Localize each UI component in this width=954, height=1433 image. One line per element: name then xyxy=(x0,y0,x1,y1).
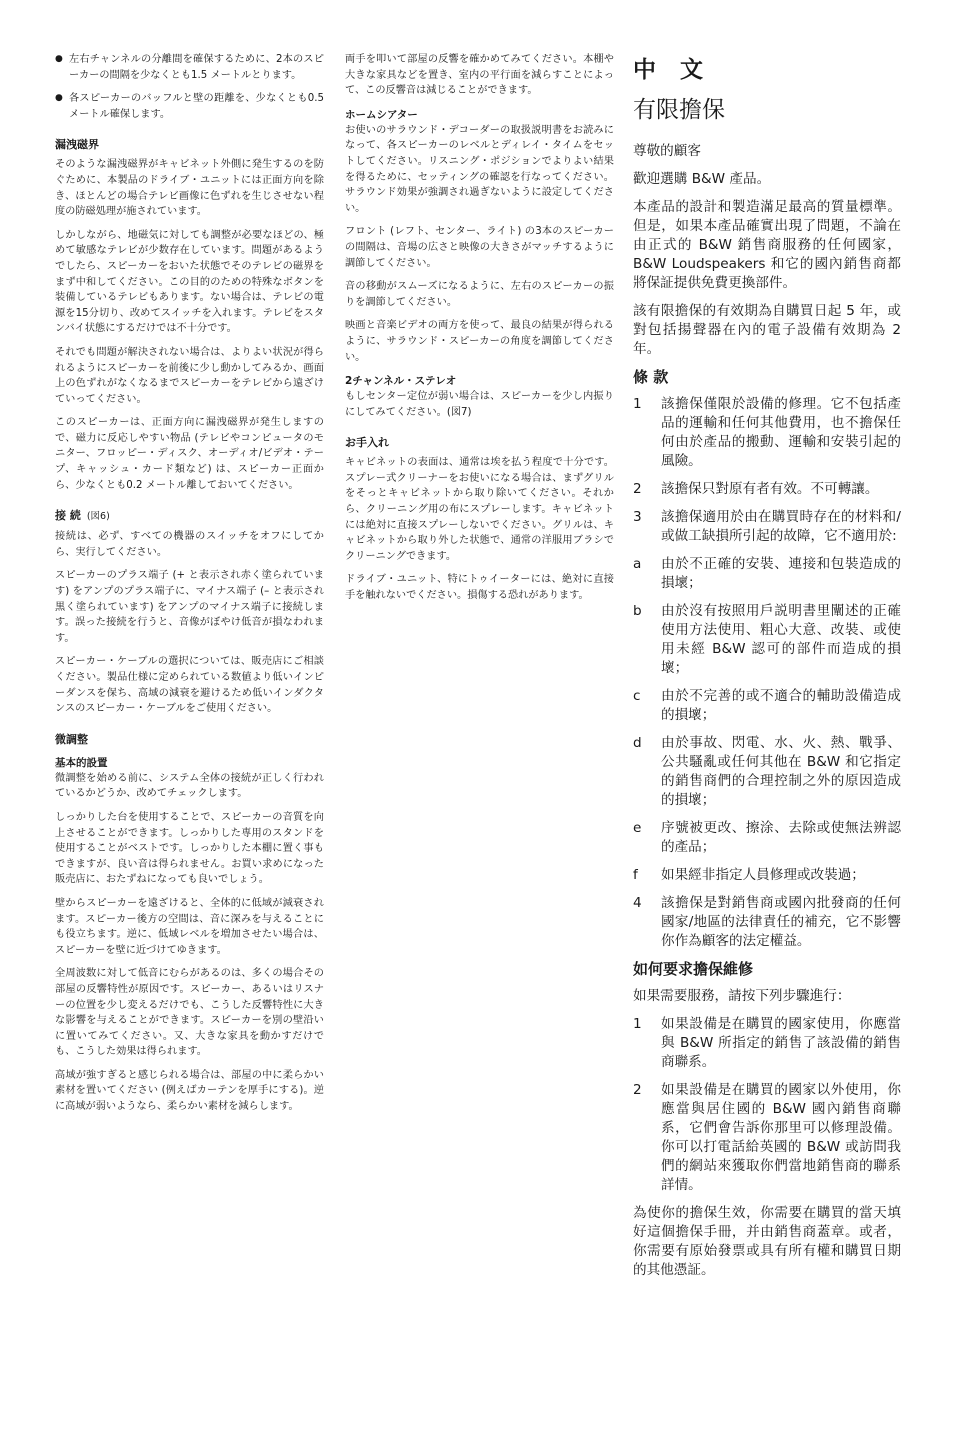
paragraph: 本產品的設計和製造滿足最高的質量標準。但是，如果本產品確實出現了問題，不論在由正式的 B&W 銷售商服務的任何國家，B&W Loudspeakers 和它的國內銷售商都將保証提供免費更換部件。 xyxy=(633,199,901,291)
japanese-column-2 xyxy=(345,52,614,612)
greeting: 尊敬的顧客 xyxy=(633,143,701,159)
service-step xyxy=(633,1081,901,1195)
warranty-title: 有限擔保 xyxy=(633,97,725,123)
section-heading-connection xyxy=(55,508,324,524)
paragraph: 微調整を始める前に、システム全体の接続が正しく行われているかどうか、改めてチェックします。 xyxy=(55,772,324,800)
item-text: 如果經非指定人員修理或改裝過； xyxy=(661,867,865,883)
item-number: 4 xyxy=(633,895,642,911)
connection-heading-text: 接 続 xyxy=(55,509,81,523)
item-number: c xyxy=(633,688,641,704)
paragraph: しかしながら、地磁気に対しても調整が必要なほどの、極めて敏感なテレビが少数存在しています。問題があるようでしたら、スピーカーをおいた状態でそのテレビの磁界をまず中和してください。この目的のための特殊なボタンを装備しているテレビもあります。ない場合は、テレビの電源を15分切り、改めてスイッチを入れます。テレビをスタンバイ状態にするだけでは不十分です。 xyxy=(55,229,324,335)
item-text: 該擔保是對銷售商或國內批發商的任何國家/地區的法律責任的補充，它不影響你作為顧客的法定權益。 xyxy=(661,895,901,949)
terms-item xyxy=(633,687,901,725)
paragraph: 音の移動がスムーズになるように、左右のスピーカーの振りを調節してください。 xyxy=(345,281,614,308)
chinese-column xyxy=(633,52,901,1289)
item-text: 該擔保僅限於設備的修理。它不包括產品的運輸和任何其他費用，也不擔保任何由於產品的搬動、運輸和安裝引起的風險。 xyxy=(661,396,901,469)
item-number: e xyxy=(633,820,642,836)
item-text: 由於不完善的或不適合的輔助設備造成的損壞； xyxy=(661,688,901,723)
japanese-column-1 xyxy=(55,52,324,1123)
item-text: 由於沒有按照用戶説明書里闡述的正確使用方法使用、粗心大意、改裝、或使用未經 B&W 認可的部件而造成的損壞； xyxy=(661,603,901,676)
service-intro: 如果需要服務，請按下列步驟進行： xyxy=(633,988,851,1004)
item-number: a xyxy=(633,556,642,572)
terms-item xyxy=(633,866,901,885)
terms-item xyxy=(633,480,901,499)
paragraph: このスピーカーは、正面方向に漏洩磁界が発生しますので、磁力に反応しやすい物品 (テレビやコンピュータのモニター、フロッピー・ディスク、オーディオ/ビデオ・テープ、キャッシュ・カード類など) は、スピーカー正面から、少なくとも0.2 メートル離しておいてください。 xyxy=(55,417,324,491)
item-number: 1 xyxy=(633,396,642,412)
terms-item xyxy=(633,555,901,593)
section-heading-care: お手入れ xyxy=(345,436,389,450)
section-heading-leakage: 漏洩磁界 xyxy=(55,138,99,152)
paragraph: お使いのサラウンド・デコーダーの取扱説明書をお読みになって、各スピーカーのレベルとディレイ・タイムをセットしてください。リスニング・ポジションでよりよい結果を得るために、セッティングの確認を行なってください。サラウンド効果が強調され過ぎないように設定してください。 xyxy=(345,124,614,214)
item-number: 2 xyxy=(633,481,642,497)
step-text: 如果設備是在購買的國家使用，你應當與 B&W 所指定的銷售了該設備的銷售商聯系。 xyxy=(661,1016,901,1070)
paragraph: フロント (レフト、センター、ライト) の3本のスピーカーの間隔は、音場の広さと映像の大きさがマッチするように調節してください。 xyxy=(345,226,614,269)
step-text: 如果設備是在購買的國家以外使用，你應當與居住國的 B&W 國內銷售商聯系，它們會告訴你那里可以修理設備。你可以打電話給英國的 B&W 或訪問我們的網站來獲取你們當地銷售商的聯系詳情。 xyxy=(661,1082,901,1193)
terms-item xyxy=(633,602,901,678)
paragraph: 壁からスピーカーを遠ざけると、全体的に低域が減衰されます。スピーカー後方の空間は、音に深みを与えることにも役立ちます。逆に、低域レベルを増加させたい場合は、スピーカーを壁に近づけてゆきます。 xyxy=(55,897,324,956)
paragraph: しっかりした台を使用することで、スピーカーの音質を向上させることができます。しっかりした専用のスタンドを使用することがベストです。しっかりした本棚に置く事もできますが、良い音は得られません。お買い求めになった販売店に、おたずねになっても良いでしょう。 xyxy=(55,811,324,886)
bullet-item: ● 各スピーカーのバッフルと壁の距離を、少なくとも0.5 メートル確保します。 xyxy=(55,91,324,122)
item-number: 3 xyxy=(633,509,642,525)
terms-item xyxy=(633,734,901,810)
paragraph: キャビネットの表面は、通常は埃を払う程度で十分です。スプレー式クリーナーをお使いになる場合は、まずグリルをそっとキャビネットから取り除いてください。それから、クリーニング用の布にスプレーします。キャビネットには絶対に直接スプレーしないでください。グリルは、キャビネットから取り外した状態で、通常の洋服用ブラシでクリーニングできます。 xyxy=(345,457,614,562)
item-number: d xyxy=(633,735,642,751)
item-number: f xyxy=(633,867,638,883)
paragraph: 高域が強すぎると感じられる場合は、部屋の中に柔らかい素材を置いてください (例えばカーテンを厚手にする)。逆に高域が弱いようなら、柔らかい素材を減らします。 xyxy=(55,1069,324,1113)
terms-heading: 條 款 xyxy=(633,368,669,386)
paragraph: スピーカー・ケーブルの選択については、販売店にご相談ください。製品仕様に定められている数値より低いインピーダンスを保ち、高域の減衰を避けるため低いインダクタンスのスピーカー・ケーブルをご使用ください。 xyxy=(55,656,324,715)
step-number: 1 xyxy=(633,1016,642,1032)
paragraph: スピーカーのプラス端子 (+ と表示され赤く塗られています) をアンプのプラス端子に、マイナス端子 (– と表示され黒く塗られています) をアンプのマイナス端子に接続します。誤った接続を行うと、音像がぼやけ低音が損なわれます。 xyxy=(55,570,324,644)
closing-paragraph: 為使你的擔保生效，你需要在購買的當天填好這個擔保手冊，并由銷售商蓋章。或者，你需要有原始發票或具有所有權和購買日期的其他憑証。 xyxy=(633,1205,901,1278)
welcome-line: 歡迎選購 B&W 產品。 xyxy=(633,171,771,187)
terms-item xyxy=(633,894,901,951)
terms-item xyxy=(633,819,901,857)
paragraph: もしセンター定位が弱い場合は、スピーカーを少し内振りにしてみてください。(図7) xyxy=(345,391,614,418)
section-heading-fine-tuning: 微調整 xyxy=(55,732,88,746)
bullet-item: ● 左右チャンネルの分離間を確保するために、2本のスピーカーの間隔を少なくとも1.5 メートルとります。 xyxy=(55,52,324,83)
paragraph: 接続は、必ず、すべての機器のスイッチをオフにしてから、実行してください。 xyxy=(55,531,324,558)
item-text: 該擔保只對原有者有效。不可轉讓。 xyxy=(661,481,879,497)
item-text: 由於不正確的安裝、連接和包裝造成的損壞； xyxy=(661,556,901,591)
service-heading: 如何要求擔保維修 xyxy=(633,960,754,978)
figure-reference: (図6) xyxy=(86,511,110,523)
terms-item xyxy=(633,395,901,471)
subheading-two-channel-stereo: 2チャンネル・ステレオ xyxy=(345,375,457,388)
subheading-basic-setup: 基本的設置 xyxy=(55,756,108,769)
paragraph: ドライブ・ユニット、特にトゥイーターには、絶対に直接手を触れないでください。損傷する恐れがあります。 xyxy=(345,574,614,602)
step-number: 2 xyxy=(633,1082,642,1098)
service-step xyxy=(633,1015,901,1072)
paragraph: 両手を叩いて部屋の反響を確かめてみてください。本棚や大きな家具などを置き、室内の平行面を減らすことによって、この反響音は減じることができます。 xyxy=(345,54,614,97)
item-number: b xyxy=(633,603,642,619)
paragraph: 全周波数に対して低音にむらがあるのは、多くの場合その部屋の反響特性が原因です。スピーカー、あるいはリスナーの位置を少し変えるだけでも、こうした反響特性に大きな影響を与えることができます。スピーカーを別の壁沿いに置いてみてください。又、大きな家具を動かすだけでも、こうした効果は得られます。 xyxy=(55,968,324,1058)
language-heading: 中 文 xyxy=(633,57,712,83)
paragraph: それでも問題が解決されない場合は、よりよい状況が得られるようにスピーカーを前後に少し動かしてみるか、画面上の色ずれがなくなるまでスピーカーをテレビから遠ざけていってください。 xyxy=(55,346,324,405)
paragraph: そのような漏洩磁界がキャビネット外側に発生するのを防ぐために、本製品のドライブ・ユニットには正面方向を除き、ほとんどの場合テレビ画像に色ずれを生じさせない程度の防磁処理が施されています。 xyxy=(55,159,324,218)
terms-item xyxy=(633,508,901,546)
item-text: 由於事故、閃電、水、火、熱、戰爭、公共騷亂或任何其他在 B&W 和它指定的銷售商們的合理控制之外的原因造成的損壞； xyxy=(661,735,901,808)
paragraph: 映画と音楽ビデオの両方を使って、最良の結果が得られるように、サラウンド・スピーカーの角度を調節してください。 xyxy=(345,320,614,363)
item-text: 序號被更改、擦涂、去除或使無法辨認的產品； xyxy=(661,820,901,855)
item-text: 該擔保適用於由在購買時存在的材料和/或做工缺損所引起的故障，它不適用於: xyxy=(661,509,901,544)
subheading-home-theater: ホームシアター xyxy=(345,108,418,121)
paragraph: 該有限擔保的有效期為自購買日起 5 年，或對包括揚聲器在內的電子設備有效期為 2 年。 xyxy=(633,303,901,357)
